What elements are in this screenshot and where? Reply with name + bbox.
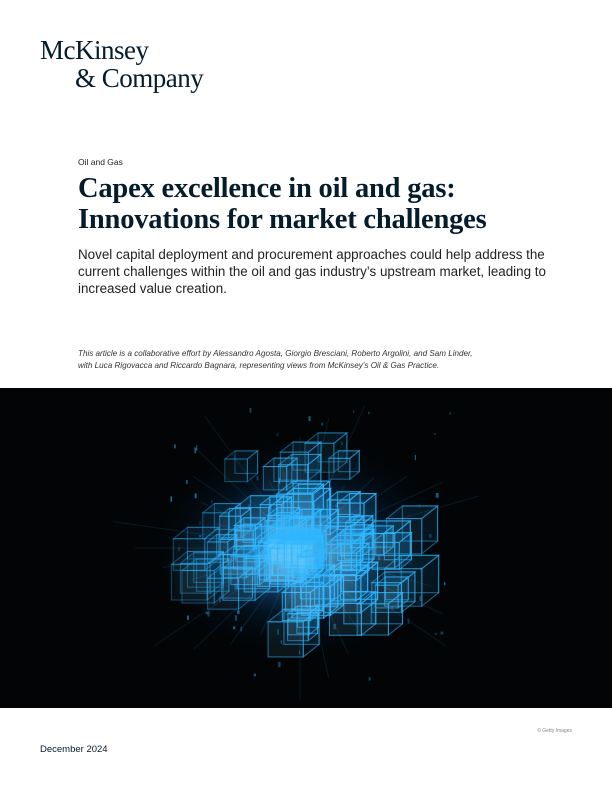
data-speck [333,624,336,630]
data-speck [419,596,421,601]
data-speck [286,496,289,500]
data-speck [278,662,280,668]
data-speck [199,521,200,525]
data-speck [279,478,281,484]
logo-line-1: McKinsey [40,35,149,65]
data-speck [390,528,392,533]
publication-date: December 2024 [40,744,108,755]
data-speck [277,629,278,634]
data-speck [341,441,343,445]
data-speck [234,584,237,590]
data-speck [208,611,210,617]
article-subtitle: Novel capital deployment and procurement approaches could help address the current challenges within the oil and gas industry’s upstream market, leading to increased value creation. [78,247,546,296]
data-speck [306,536,307,541]
data-speck [178,547,180,551]
data-speck [334,593,336,595]
data-speck [211,500,212,503]
data-speck [369,677,371,680]
data-speck [174,444,176,448]
data-speck [219,597,221,602]
title-line-2: Innovations for market challenges [78,204,487,235]
mckinsey-logo [40,36,203,92]
data-speck [444,582,446,585]
data-speck [250,408,252,413]
data-speck [420,567,421,570]
data-speck [429,534,432,538]
data-speck [299,650,300,654]
hero-image [0,388,612,708]
wireframe-cube [225,451,258,482]
data-speck [186,480,188,484]
data-speck [269,498,270,504]
wireframe-cube [298,550,324,575]
data-speck [436,493,439,498]
data-speck [240,521,242,524]
data-speck [194,448,196,454]
data-speck [257,580,258,585]
article-title [78,173,578,235]
data-speck [435,633,437,635]
article-category: Oil and Gas [78,157,123,167]
data-speck [378,556,380,560]
data-speck [187,616,189,620]
data-speck [391,606,393,610]
data-speck [408,618,410,624]
data-speck [199,535,202,537]
image-credit: © Getty Images [537,728,572,734]
data-speck [257,476,259,480]
data-speck [195,494,197,499]
article-byline [78,348,548,372]
byline-line-2: with Luca Rigovacca and Riccardo Bagnara, representing views from McKinsey’s Oil & Gas Practice. [78,361,440,370]
title-line-1: Capex excellence in oil and gas: [78,173,456,204]
data-speck [419,505,421,508]
data-speck [276,433,278,436]
data-speck [254,674,256,677]
data-speck [171,496,173,501]
data-speck [450,412,451,415]
data-speck [335,505,337,507]
data-speck [233,626,235,629]
data-speck [353,410,354,413]
data-speck [235,615,237,621]
wireframe-cube [326,535,362,569]
data-speck [269,505,272,510]
data-speck [196,445,197,450]
data-speck [237,610,239,614]
byline-line-1: This article is a collaborative effort by Alessandro Agosta, Giorgio Bresciani, Roberto Argolini, and Sam Linder, [78,349,473,358]
data-speck [415,455,416,460]
wireframe-cube [235,524,262,549]
logo-line-2: & Company [75,63,204,93]
data-speck [240,627,242,632]
data-speck [368,412,370,415]
wireframe-cube [329,451,359,479]
data-speck [326,567,327,571]
data-speck [248,505,250,510]
glowing-cubes-illustration [0,388,612,708]
wireframe-cube [372,572,415,613]
data-speck [434,433,436,435]
data-speck [441,632,444,635]
data-speck [321,423,323,426]
data-speck [281,641,282,644]
data-speck [309,416,311,421]
